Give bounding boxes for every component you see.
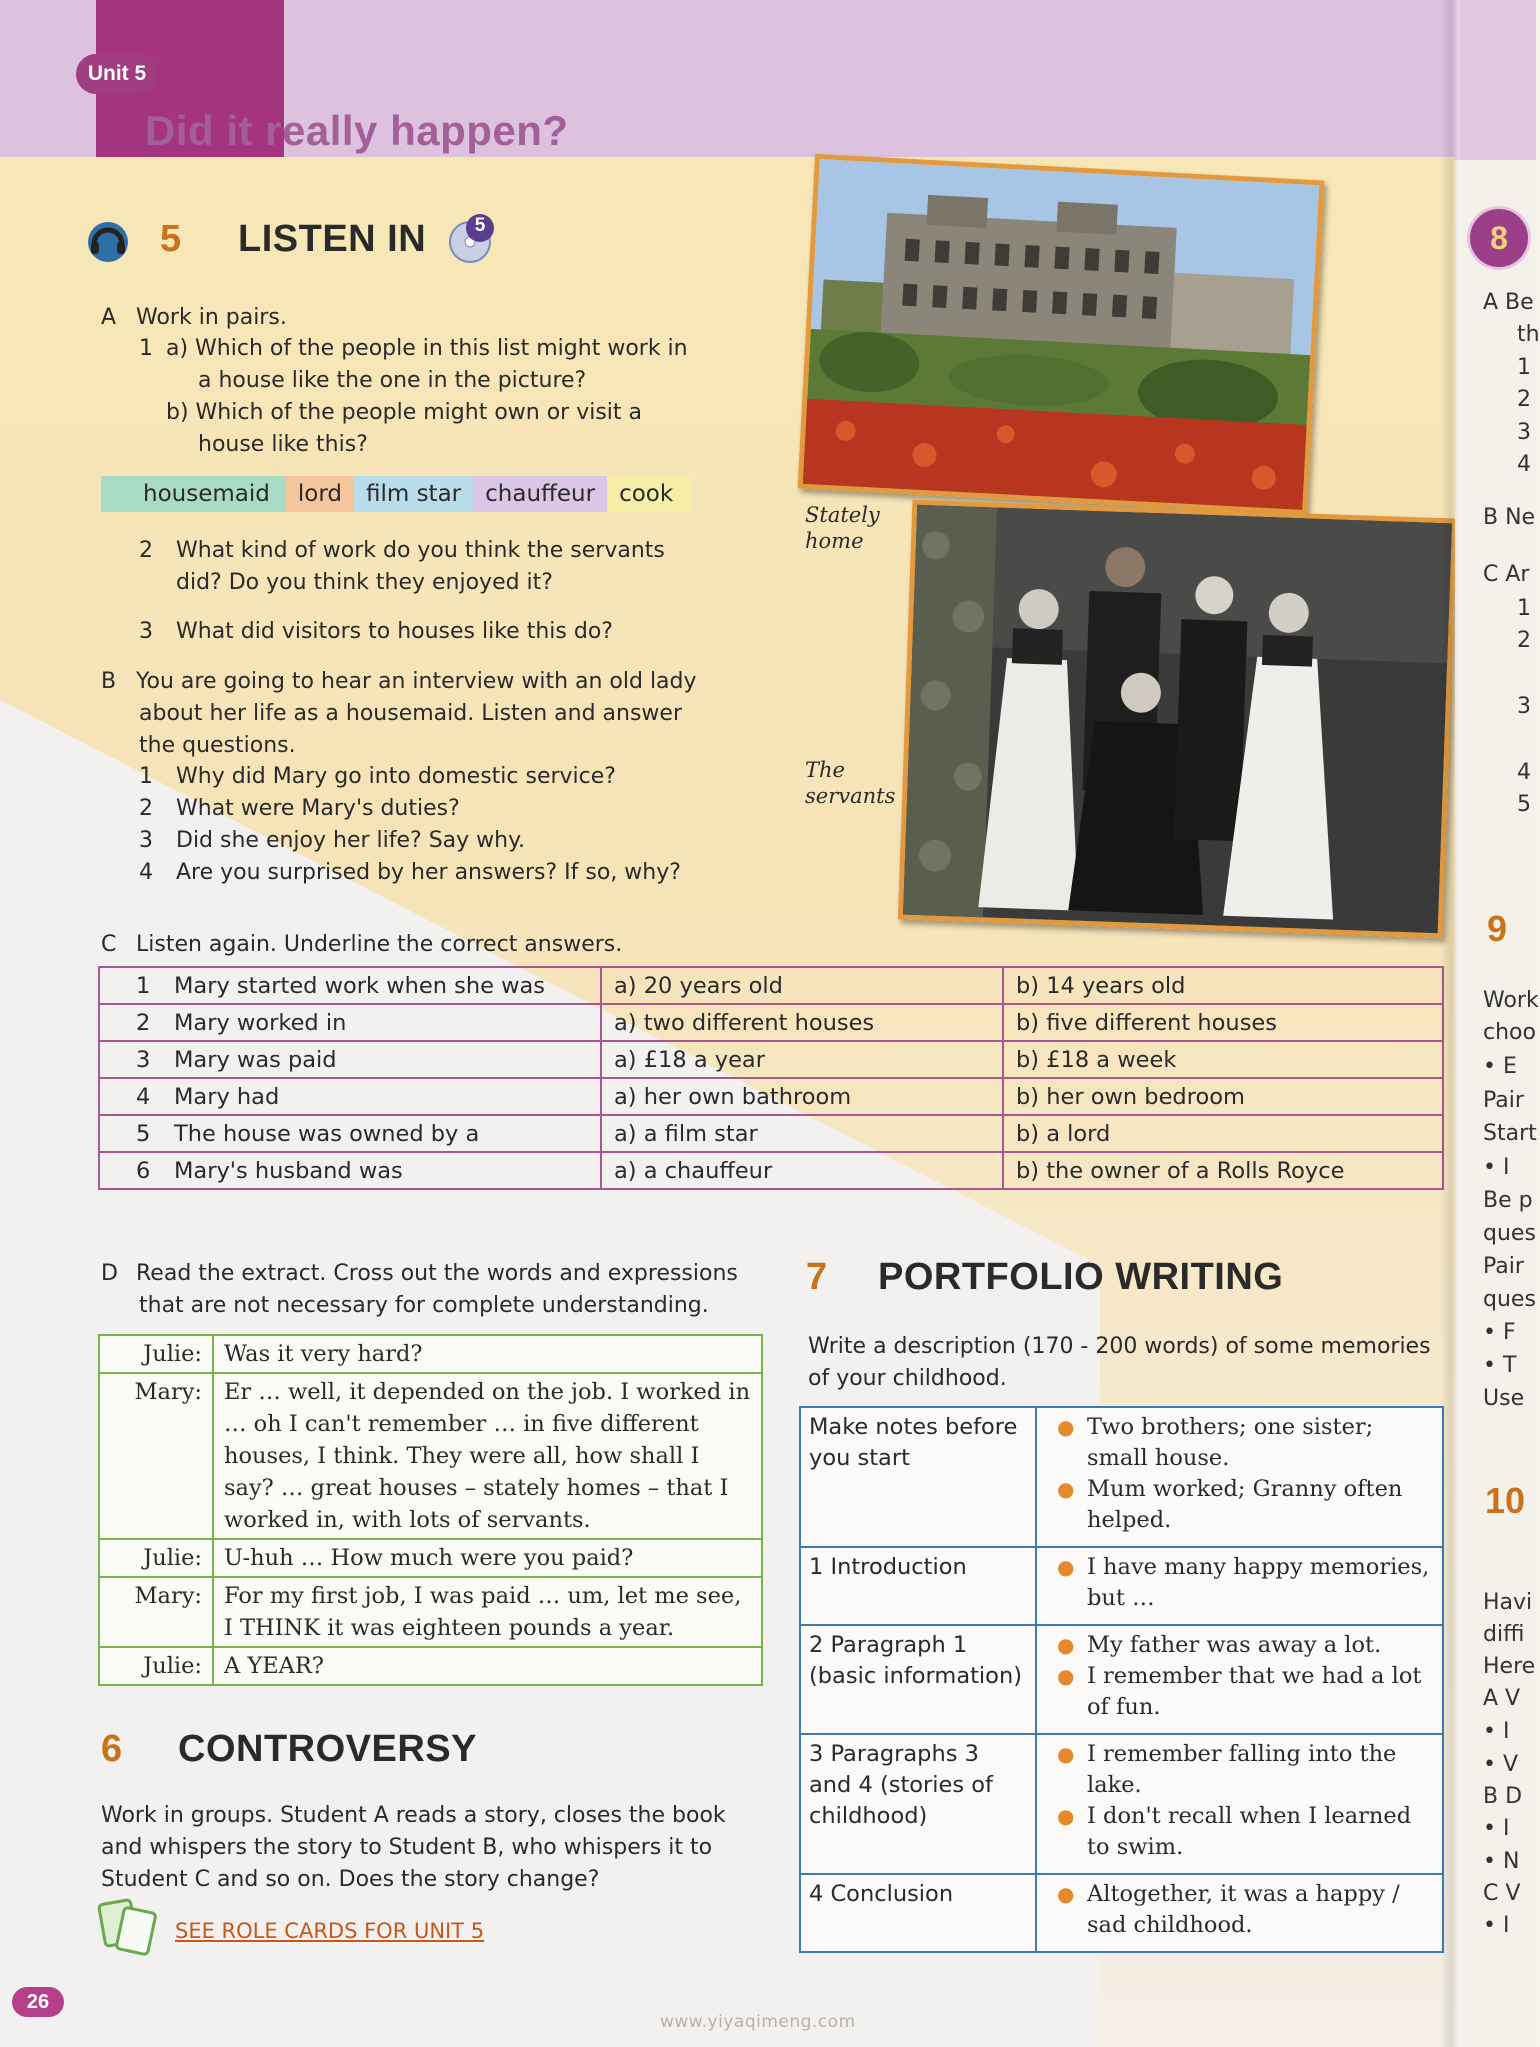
unit-badge: Unit 5 [76, 54, 158, 94]
task-b-q1: Why did Mary go into domestic service? [176, 764, 616, 789]
plan-note: Two brothers; one sister; small house. [1087, 1414, 1374, 1471]
answer-option-a[interactable]: a) her own bathroom [601, 1078, 1003, 1115]
task-d-letter: D [101, 1261, 118, 1286]
section-7-title: PORTFOLIO WRITING [878, 1256, 1284, 1298]
cd-track-number: 5 [474, 215, 486, 236]
task-c-intro: Listen again. Underline the correct answers. [136, 932, 623, 957]
word-housemaid: housemaid [101, 476, 286, 512]
answer-option-b[interactable]: b) five different houses [1003, 1004, 1443, 1041]
task-b-q1-number: 1 [139, 764, 153, 789]
plan-note: I remember that we had a lot of fun. [1087, 1663, 1422, 1720]
task-b-q2-number: 2 [139, 796, 153, 821]
stately-home-photo [798, 154, 1325, 515]
plan-step-notes: ● My father was away a lot. ● I remember that we had a lot of fun. [1036, 1625, 1443, 1734]
next-page-fragment: th [1517, 322, 1540, 347]
table-row [800, 1734, 1443, 1874]
table-cell-stem: 4 Mary had [99, 1078, 601, 1115]
plan-step-label: 3 Paragraphs 3 and 4 (stories of childhood) [800, 1734, 1036, 1874]
table-cell-stem: 1 Mary started work when she was [99, 967, 601, 1004]
listen-answer-table [98, 966, 1444, 1190]
page-number: 26 [12, 1987, 64, 2017]
speaker: Mary: [99, 1577, 213, 1647]
table-row [99, 967, 1443, 1004]
answer-option-a[interactable]: a) two different houses [601, 1004, 1003, 1041]
section-6-number: 6 [101, 1728, 123, 1770]
task-c-letter: C [101, 932, 117, 957]
table-row [99, 1115, 1443, 1152]
dialogue-row [99, 1539, 762, 1577]
task-b-q3: Did she enjoy her life? Say why. [176, 828, 525, 853]
table-row [99, 1152, 1443, 1189]
task-a2: What kind of work do you think the servants [176, 538, 665, 563]
task-b-letter: B [101, 669, 117, 694]
next-page-fragment: • I [1483, 1816, 1510, 1841]
table-row [99, 1004, 1443, 1041]
plan-note: I don't recall when I learned to swim. [1087, 1803, 1412, 1860]
task-b-q3-number: 3 [139, 828, 153, 853]
servants-photo [898, 500, 1457, 939]
task-b-intro-2: about her life as a housemaid. Listen and answer [139, 701, 682, 726]
next-page-fragment: 4 [1517, 760, 1531, 785]
portfolio-instructions: Write a description (170 - 200 words) of some memories of your childhood. [808, 1334, 1431, 1391]
next-page-fragment: diffi [1483, 1622, 1525, 1647]
next-page-fragment: 1 [1517, 596, 1531, 621]
answer-option-a[interactable]: a) 20 years old [601, 967, 1003, 1004]
dialogue-row [99, 1577, 762, 1647]
next-page-fragment: • F [1483, 1320, 1516, 1345]
next-page-fragment: Use [1483, 1386, 1525, 1411]
next-page-fragment: ques [1483, 1221, 1536, 1246]
task-a1a-cont: a house like the one in the picture? [198, 368, 587, 393]
next-page-fragment: ques [1483, 1287, 1536, 1312]
task-a1b-cont: house like this? [198, 432, 368, 457]
caption-servants: The servants [805, 758, 896, 808]
section-7-number: 7 [806, 1256, 828, 1298]
next-page-fragment: B Ne [1483, 505, 1536, 530]
caption-stately-home: Stately home [805, 503, 880, 553]
next-page-fragment: Pair [1483, 1254, 1524, 1279]
table-row [800, 1547, 1443, 1625]
dialogue-row [99, 1373, 762, 1539]
next-page-fragment: • I [1483, 1913, 1510, 1938]
word-chauffeur: chauffeur [473, 476, 607, 512]
answer-option-b[interactable]: b) her own bedroom [1003, 1078, 1443, 1115]
task-b-q2: What were Mary's duties? [176, 796, 460, 821]
next-page-fragment: Here [1483, 1654, 1536, 1679]
task-d-intro: Read the extract. Cross out the words and expressions [136, 1261, 738, 1286]
next-page-fragment: • I [1483, 1155, 1510, 1180]
next-page-fragment: C Ar [1483, 562, 1530, 587]
table-row [800, 1874, 1443, 1952]
table-row [99, 1041, 1443, 1078]
word-list [101, 476, 691, 512]
dialogue-row [99, 1647, 762, 1685]
page-title: Did it really happen? [145, 107, 569, 154]
role-cards-icon [98, 1898, 164, 1960]
word-film-star: film star [354, 476, 473, 512]
task-b-q4-number: 4 [139, 860, 153, 885]
next-page-fragment: A Be [1483, 290, 1534, 315]
plan-step-label: Make notes before you start [800, 1407, 1036, 1547]
answer-option-b[interactable]: b) a lord [1003, 1115, 1443, 1152]
task-b-q4: Are you surprised by her answers? If so, why? [176, 860, 681, 885]
section-5-number: 5 [160, 218, 182, 260]
plan-note: Altogether, it was a happy / sad childhood. [1087, 1881, 1400, 1938]
table-cell-stem: 3 Mary was paid [99, 1041, 601, 1078]
headphones-icon [84, 216, 132, 264]
task-a3: What did visitors to houses like this do? [176, 619, 613, 644]
table-row [99, 1078, 1443, 1115]
table-cell-stem: 6 Mary's husband was [99, 1152, 601, 1189]
task-b-intro: You are going to hear an interview with an old lady [136, 669, 697, 694]
next-page-fragment: Start [1483, 1121, 1537, 1146]
section-6-title: CONTROVERSY [178, 1728, 477, 1770]
task-a2-number: 2 [139, 538, 153, 563]
role-cards-link[interactable]: SEE ROLE CARDS FOR UNIT 5 [175, 1919, 485, 1943]
next-page-fragment: B D [1483, 1784, 1523, 1809]
plan-step-notes: ● I have many happy memories, but … [1036, 1547, 1443, 1625]
plan-step-notes: ● Two brothers; one sister; small house. ● Mum worked; Granny often helped. [1036, 1407, 1443, 1547]
table-cell-stem: 2 Mary worked in [99, 1004, 601, 1041]
task-a1a: a) Which of the people in this list might work in [166, 336, 688, 361]
next-page-fragment: 3 [1517, 420, 1531, 445]
page-fold-shadow [1440, 0, 1460, 2047]
answer-option-b[interactable]: b) the owner of a Rolls Royce [1003, 1152, 1443, 1189]
next-section-10-number: 10 [1485, 1480, 1526, 1521]
task-a-letter: A [101, 305, 117, 330]
dialogue-line[interactable]: A YEAR? [213, 1647, 762, 1685]
word-cook: cook [607, 476, 691, 512]
dialogue-line[interactable]: Er … well, it depended on the job. I worked in … oh I can't remember … in five different houses, I think. They were all, how shall I say? … great houses – stately homes – that I worked in, with lots of servants. [213, 1373, 762, 1539]
plan-step-label: 2 Paragraph 1 (basic information) [800, 1625, 1036, 1734]
plan-step-label: 1 Introduction [800, 1547, 1036, 1625]
word-lord: lord [286, 476, 354, 512]
section-5-title: LISTEN IN [238, 218, 427, 260]
next-page-fragment: Work [1483, 988, 1539, 1013]
plan-step-notes: ● I remember falling into the lake. ● I don't recall when I learned to swim. [1036, 1734, 1443, 1874]
speaker: Julie: [99, 1335, 213, 1373]
table-row [800, 1625, 1443, 1734]
cd-track-icon [446, 212, 498, 264]
next-page-fragment: Pair [1483, 1088, 1524, 1113]
next-page-fragment: • V [1483, 1752, 1519, 1777]
controversy-instructions: Work in groups. Student A reads a story, closes the book and whispers the story to Student B, who whispers it to Student C and so on. Does the story change? [101, 1803, 726, 1892]
next-section-9-number: 9 [1487, 908, 1508, 949]
next-page-fragment: Havi [1483, 1590, 1533, 1615]
dialogue-line[interactable]: For my first job, I was paid … um, let me see, I THINK it was eighteen pounds a year. [213, 1577, 762, 1647]
watermark: www.yiyaqimeng.com [660, 2012, 856, 2032]
table-cell-stem: 5 The house was owned by a [99, 1115, 601, 1152]
next-page-fragment: 2 [1517, 387, 1531, 412]
next-section-8-badge: 8 [1467, 206, 1531, 270]
next-page-fragment: • E [1483, 1054, 1517, 1079]
next-page-fragment: 5 [1517, 792, 1531, 817]
next-page-fragment: C V [1483, 1881, 1521, 1906]
speaker: Julie: [99, 1539, 213, 1577]
task-a2-cont: did? Do you think they enjoyed it? [176, 570, 553, 595]
next-page-fragment: 3 [1517, 694, 1531, 719]
answer-option-a[interactable]: a) a chauffeur [601, 1152, 1003, 1189]
next-page-edge [1455, 0, 1540, 2047]
plan-note: Mum worked; Granny often helped. [1087, 1476, 1403, 1533]
next-page-fragment: A V [1483, 1686, 1521, 1711]
plan-note: I have many happy memories, but … [1087, 1554, 1430, 1611]
answer-option-a[interactable]: a) a film star [601, 1115, 1003, 1152]
answer-option-b[interactable]: b) 14 years old [1003, 967, 1443, 1004]
dialogue-extract [98, 1334, 763, 1686]
task-d-intro-2: that are not necessary for complete understanding. [139, 1293, 709, 1318]
speaker: Mary: [99, 1373, 213, 1539]
dialogue-line[interactable]: Was it very hard? [224, 1341, 423, 1367]
plan-step-notes: ● Altogether, it was a happy / sad childhood. [1036, 1874, 1443, 1952]
next-page-fragment: • N [1483, 1849, 1520, 1874]
plan-note: I remember falling into the lake. [1087, 1741, 1397, 1798]
portfolio-plan-table [799, 1406, 1444, 1953]
task-a1-number: 1 [139, 336, 153, 361]
task-a1b: b) Which of the people might own or visit a [166, 400, 643, 425]
next-page-fragment: • T [1483, 1353, 1517, 1378]
task-b-intro-3: the questions. [139, 733, 296, 758]
answer-option-a[interactable]: a) £18 a year [601, 1041, 1003, 1078]
task-a3-number: 3 [139, 619, 153, 644]
next-page-fragment: 2 [1517, 628, 1531, 653]
plan-note: My father was away a lot. [1087, 1632, 1382, 1658]
answer-option-b[interactable]: b) £18 a week [1003, 1041, 1443, 1078]
task-a-intro: Work in pairs. [136, 305, 287, 330]
next-page-fragment: Be p [1483, 1188, 1533, 1213]
speaker: Julie: [99, 1647, 213, 1685]
table-row [800, 1407, 1443, 1547]
next-page-fragment: 1 [1517, 355, 1531, 380]
dialogue-row [99, 1335, 762, 1373]
plan-step-label: 4 Conclusion [800, 1874, 1036, 1952]
next-page-fragment: 4 [1517, 452, 1531, 477]
dialogue-line[interactable]: U-huh … How much were you paid? [213, 1539, 762, 1577]
next-page-fragment: • I [1483, 1719, 1510, 1744]
next-page-fragment: choo [1483, 1020, 1536, 1045]
